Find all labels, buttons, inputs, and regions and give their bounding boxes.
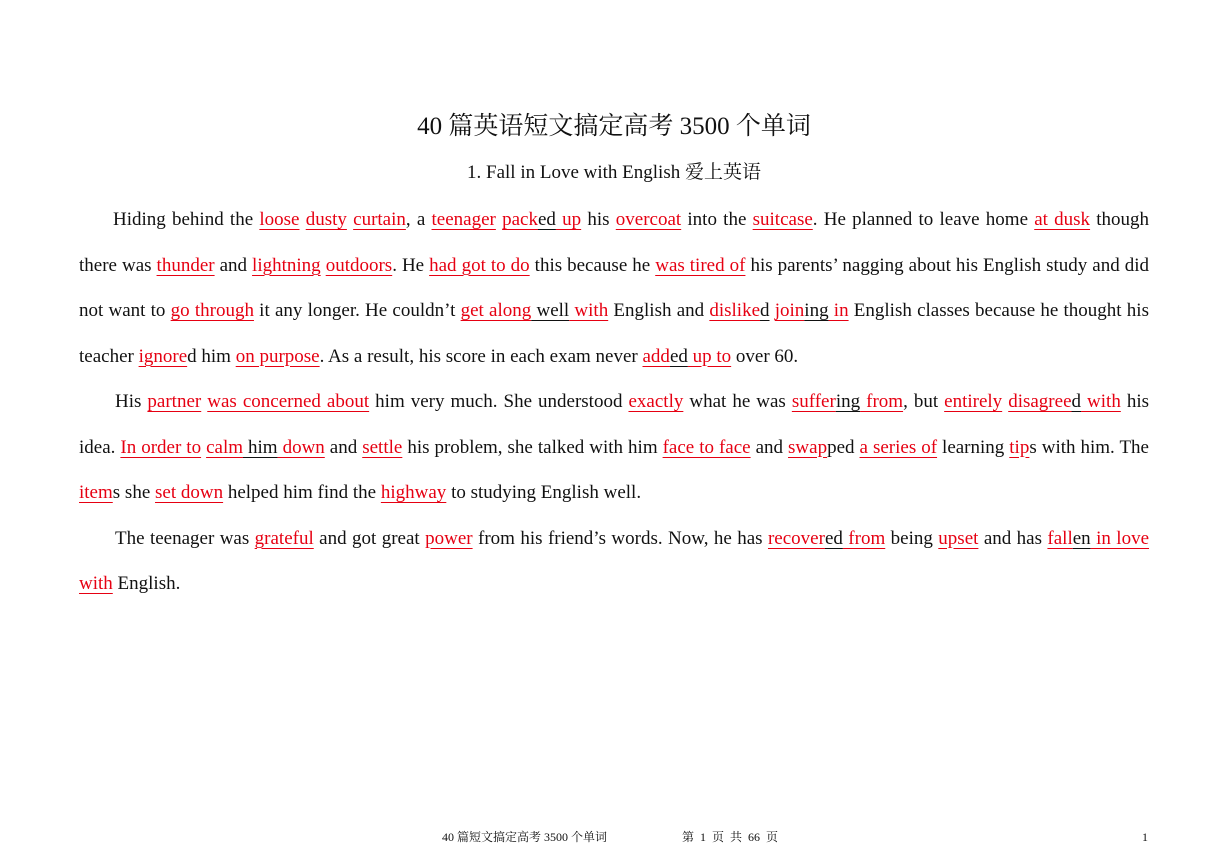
text-segment: Hiding behind the bbox=[113, 209, 260, 230]
underlined-text: ed bbox=[669, 345, 688, 367]
vocab-highlight: suffer bbox=[791, 391, 836, 412]
vocab-highlight: teenager bbox=[431, 209, 496, 230]
text-segment: s with him. The bbox=[1029, 436, 1149, 458]
vocab-highlight: pack bbox=[502, 209, 538, 230]
vocab-highlight: settle bbox=[362, 436, 403, 458]
vocab-highlight: set down bbox=[155, 482, 224, 503]
vocab-highlight: power bbox=[425, 527, 473, 549]
text-segment: and bbox=[750, 436, 789, 458]
vocab-highlight: recover bbox=[767, 527, 825, 549]
vocab-highlight: face to face bbox=[662, 436, 751, 458]
text-segment: his parents’ nagging about his English study and did not want to bbox=[79, 254, 1150, 321]
text-segment: it any longer. He couldn’t bbox=[253, 300, 461, 321]
text-segment: being bbox=[885, 527, 939, 549]
text-segment: . He bbox=[392, 254, 430, 276]
underlined-text: ing bbox=[804, 300, 829, 321]
text-segment: learning bbox=[937, 436, 1010, 458]
vocab-highlight: down bbox=[277, 436, 325, 458]
vocab-highlight: overcoat bbox=[615, 209, 682, 230]
vocab-highlight: had got to do bbox=[429, 254, 530, 276]
text-segment: , a bbox=[405, 209, 432, 230]
vocab-highlight: calm bbox=[206, 436, 244, 458]
underlined-text: d bbox=[760, 300, 770, 321]
vocab-highlight: up bbox=[555, 209, 582, 230]
paragraph-2 bbox=[79, 379, 1149, 516]
document-title: 40 篇英语短文搞定高考 3500 个单词 bbox=[417, 113, 811, 140]
text-segment: helped him find the bbox=[223, 482, 381, 503]
text-segment: his problem, she talked with him bbox=[402, 436, 663, 458]
page-number: 1 bbox=[1142, 830, 1148, 844]
vocab-highlight: upset bbox=[938, 527, 979, 549]
vocab-highlight: disagree bbox=[1008, 391, 1072, 412]
vocab-highlight: swap bbox=[788, 436, 828, 458]
text-segment: though there was bbox=[79, 209, 1150, 276]
vocab-highlight: lightning bbox=[252, 254, 321, 276]
text-segment: his bbox=[581, 209, 616, 230]
vocab-highlight: In order to bbox=[120, 436, 202, 458]
vocab-highlight: dislike bbox=[709, 300, 761, 321]
vocab-highlight: from bbox=[860, 391, 904, 412]
text-segment: his idea. bbox=[79, 391, 1150, 458]
vocab-highlight: go through bbox=[170, 300, 254, 321]
underlined-text: ing bbox=[835, 391, 861, 412]
vocab-highlight: grateful bbox=[254, 527, 314, 549]
text-segment: d him bbox=[187, 345, 236, 367]
vocab-highlight: ignore bbox=[138, 345, 188, 367]
text-segment: English and bbox=[608, 300, 710, 321]
paragraph-1 bbox=[79, 197, 1149, 379]
vocab-highlight: with bbox=[569, 300, 609, 321]
text-segment: , but bbox=[903, 391, 945, 412]
text-segment: s she bbox=[112, 482, 156, 503]
text-segment: ped bbox=[827, 436, 860, 458]
text-segment: from his friend’s words. Now, he has bbox=[472, 527, 768, 549]
footer-doc-title: 40 篇短文搞定高考 3500 个单词 bbox=[442, 830, 608, 844]
vocab-highlight: partner bbox=[147, 391, 202, 412]
vocab-highlight: fall bbox=[1047, 527, 1073, 549]
text-segment: and got great bbox=[313, 527, 426, 549]
underlined-text: ed bbox=[824, 527, 843, 549]
text-segment: and bbox=[324, 436, 363, 458]
underlined-text: ed bbox=[537, 209, 556, 230]
passage bbox=[79, 197, 1149, 607]
vocab-highlight: highway bbox=[380, 482, 447, 503]
text-segment: His bbox=[115, 391, 148, 412]
vocab-highlight: get along bbox=[460, 300, 532, 321]
underlined-text: d bbox=[1071, 391, 1082, 412]
vocab-highlight: loose bbox=[259, 209, 300, 230]
text-segment: English classes because he thought his teacher bbox=[79, 300, 1149, 367]
text-segment: . He planned to leave home bbox=[812, 209, 1035, 230]
text-segment: to studying English well. bbox=[446, 482, 642, 503]
text-segment: English. bbox=[112, 573, 181, 594]
vocab-highlight: was concerned about bbox=[207, 391, 370, 412]
underlined-text: well bbox=[531, 300, 570, 321]
paragraph-3 bbox=[79, 516, 1149, 607]
vocab-highlight: join bbox=[774, 300, 805, 321]
underlined-text: en bbox=[1072, 527, 1091, 549]
text-segment: him very much. She understood bbox=[369, 391, 629, 412]
vocab-highlight: in love with bbox=[79, 527, 1150, 594]
underlined-text: him bbox=[243, 436, 278, 458]
vocab-highlight: dusty bbox=[305, 209, 347, 230]
vocab-highlight: on purpose bbox=[235, 345, 320, 367]
text-segment: The teenager was bbox=[115, 527, 255, 549]
text-segment: this because he bbox=[529, 254, 656, 276]
vocab-highlight: outdoors bbox=[325, 254, 393, 276]
lesson-heading: 1. Fall in Love with English 爱上英语 bbox=[467, 162, 761, 183]
vocab-highlight: in bbox=[828, 300, 849, 321]
text-segment: and bbox=[214, 254, 253, 276]
text-segment: into the bbox=[681, 209, 753, 230]
vocab-highlight: was tired of bbox=[655, 254, 746, 276]
vocab-highlight: entirely bbox=[944, 391, 1003, 412]
footer-page-info: 第 1 页 共 66 页 bbox=[682, 830, 779, 844]
vocab-highlight: item bbox=[79, 482, 113, 503]
text-segment: . As a result, his score in each exam never bbox=[319, 345, 643, 367]
vocab-highlight: add bbox=[642, 345, 670, 367]
vocab-highlight: thunder bbox=[156, 254, 215, 276]
text-segment: and has bbox=[978, 527, 1048, 549]
text-segment: over 60. bbox=[731, 345, 799, 367]
vocab-highlight: exactly bbox=[628, 391, 684, 412]
vocab-highlight: tip bbox=[1009, 436, 1030, 458]
vocab-highlight: suitcase bbox=[752, 209, 813, 230]
text-segment: what he was bbox=[683, 391, 792, 412]
vocab-highlight: curtain bbox=[353, 209, 406, 230]
vocab-highlight: from bbox=[842, 527, 886, 549]
vocab-highlight: with bbox=[1081, 391, 1121, 412]
vocab-highlight: a series of bbox=[859, 436, 938, 458]
vocab-highlight: up to bbox=[687, 345, 732, 367]
vocab-highlight: at dusk bbox=[1034, 209, 1091, 230]
